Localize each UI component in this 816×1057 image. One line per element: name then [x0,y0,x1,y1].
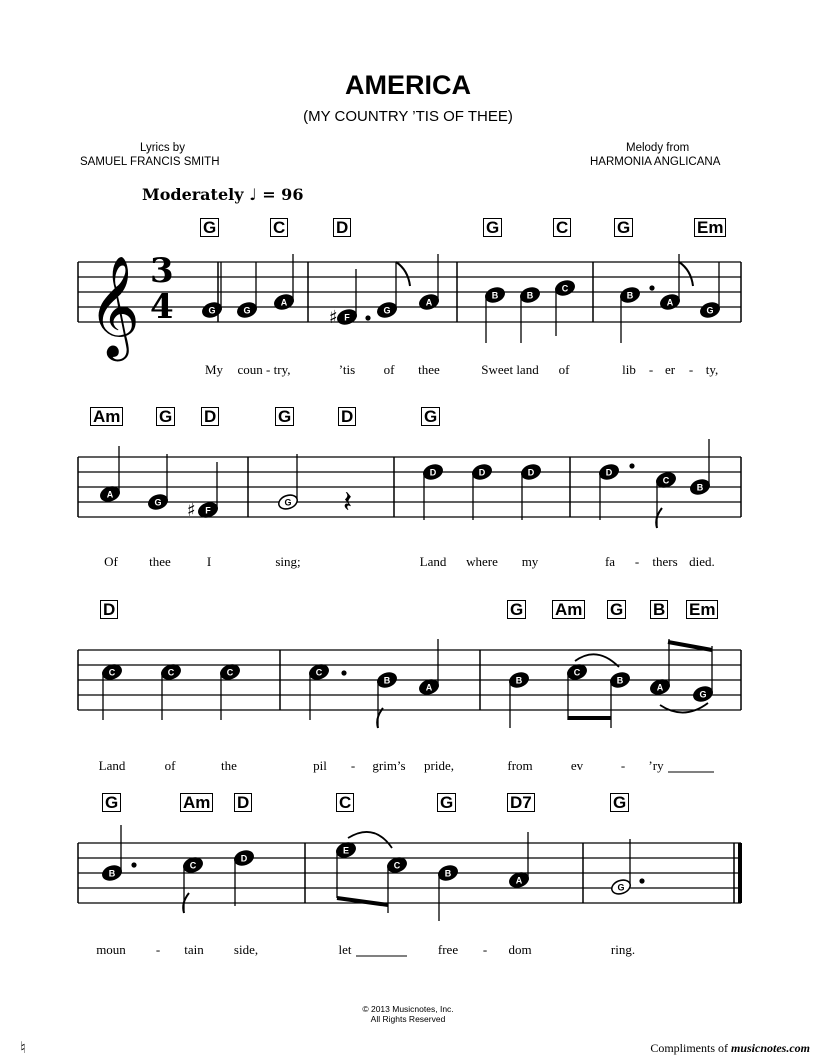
chord-symbol: G [421,407,440,426]
quarter-rest-icon: 𝄽 [343,485,353,520]
note-letter: B [491,290,499,301]
note-letter: A [425,682,433,693]
song-subtitle: (MY COUNTRY ’TIS OF THEE) [303,108,513,125]
lyric-syllable: fa [604,554,616,569]
note-flag [679,262,693,286]
note-letter: F [205,505,211,516]
note-letter: G [208,305,216,316]
note-letter: D [429,467,437,478]
augmentation-dot [629,463,634,468]
lyric-syllable: my [521,554,539,569]
note-letter: D [478,467,486,478]
treble-clef-icon: 𝄞 [88,254,141,357]
chord-symbol: G [607,600,626,619]
lyric-syllable: - [482,942,488,957]
lyric-syllable: where [466,554,498,569]
chord-symbol: G [507,600,526,619]
lyric-syllable: from [507,758,533,773]
song-title: AMERICA [345,70,471,100]
note-letter: A [425,297,433,308]
chord-symbol: D [201,407,219,426]
augmentation-dot [341,670,346,675]
lyric-syllable: ’ry [648,758,664,773]
chord-symbol: G [614,218,633,237]
note-letter: F [344,312,350,323]
lyric-syllable: sing; [275,554,301,569]
sharp-icon: ♯ [329,307,338,328]
lyric-syllable: Of [104,554,118,569]
lyric-syllable: the [221,758,237,773]
note-letter: G [706,305,714,316]
note-letter: B [444,868,452,879]
note-letter: G [699,689,707,700]
lyric-syllable: coun - try, [237,362,291,377]
chord-symbol: G [610,793,629,812]
note-letter: B [626,290,634,301]
note-letter: A [666,297,674,308]
chord-symbol: G [102,793,121,812]
chord-symbol: D [333,218,351,237]
note-letter: C [167,667,175,678]
chord-symbol: C [553,218,571,237]
musicnotes-logo-icon: ♮ [20,1038,26,1057]
note-letter: A [106,489,114,500]
copyright-notice [0,1004,816,1024]
note-letter: B [383,675,391,686]
note-letter: C [226,667,234,678]
lyric-syllable: Sweet land [481,362,539,377]
note-letter: C [573,667,581,678]
final-barline [738,843,742,903]
lyric-syllable: of [164,758,176,773]
lyric-syllable: ev [570,758,584,773]
note-letter: G [243,305,251,316]
lyric-syllable: tain [184,942,204,957]
note-letter: A [515,875,523,886]
lyric-syllable: thee [149,554,171,569]
augmentation-dot [649,285,654,290]
note-letter: B [526,290,534,301]
note-letter: G [154,497,162,508]
chord-symbol: G [437,793,456,812]
chord-symbol: G [156,407,175,426]
lyric-syllable: thee [418,362,440,377]
lyric-syllable: side, [233,942,259,957]
lyric-syllable: thers [652,554,678,569]
note-letter: G [284,497,292,508]
compliments-text: Compliments of [650,1041,728,1055]
chord-symbol: D7 [507,793,535,812]
note-letter: C [662,475,670,486]
lyric-syllable: Land [419,554,447,569]
note-letter: C [189,860,197,871]
quarter-note-icon: ♩ [249,185,257,204]
copyright-line-2: All Rights Reserved [370,1014,446,1024]
lyric-syllable: died. [689,554,715,569]
note-letter: A [656,682,664,693]
note-letter: D [240,853,248,864]
lyric-syllable: I [206,554,212,569]
note-letter: G [383,305,391,316]
lyric-syllable: of [558,362,570,377]
lyric-syllable: er [664,362,676,377]
chord-symbol: C [270,218,288,237]
chord-symbol: C [336,793,354,812]
lyric-syllable: - [350,758,356,773]
chord-symbol: B [650,600,668,619]
augmentation-dot [639,878,644,883]
note-letter: G [617,882,625,893]
note-letter: B [515,675,523,686]
note-letter: D [527,467,535,478]
chord-symbol: Am [90,407,123,426]
chord-symbol: D [234,793,252,812]
note-letter: C [393,860,401,871]
lyric-syllable: - [155,942,161,957]
slur [660,703,708,713]
time-signature-top: 3 [150,251,174,291]
lyric-syllable: moun [96,942,126,957]
note-letter: B [616,675,624,686]
augmentation-dot [131,862,136,867]
augmentation-dot [365,315,370,320]
lyric-syllable: ’tis [338,362,356,377]
copyright-line-1: © 2013 Musicnotes, Inc. [362,1004,454,1014]
lyric-syllable: dom [508,942,532,957]
chord-symbol: G [275,407,294,426]
lyric-syllable: - [620,758,626,773]
lyrics-label: Lyrics by [140,142,185,154]
chord-symbol: Em [694,218,726,237]
lyricist-name: SAMUEL FRANCIS SMITH [80,156,220,168]
chord-symbol: D [100,600,118,619]
note-letter: C [315,667,323,678]
lyric-syllable: of [383,362,395,377]
lyric-syllable: grim’s [372,758,406,773]
lyric-syllable: ring. [610,942,636,957]
chord-symbol: Am [180,793,213,812]
note-letter: C [108,667,116,678]
note-letter: A [280,297,288,308]
note-letter: C [561,283,569,294]
sharp-icon: ♯ [187,500,196,521]
note-letter: D [605,467,613,478]
tempo-text: Moderately [142,185,244,204]
lyric-syllable: Land [98,758,126,773]
lyric-syllable: pil [313,758,327,773]
note-flag [396,262,410,286]
time-signature-bottom: 4 [150,287,174,327]
chord-symbol: Em [686,600,718,619]
compliments-line [650,1041,810,1056]
lyric-syllable: My [204,362,224,377]
melody-label: Melody from [626,142,690,154]
chord-symbol: G [483,218,502,237]
note-letter: B [696,482,704,493]
melody-source: HARMONIA ANGLICANA [590,156,721,168]
site-link[interactable]: musicnotes.com [730,1041,810,1055]
lyric-syllable: let [338,942,352,957]
note-letter: B [108,868,116,879]
lyric-syllable: free [437,942,459,957]
lyric-syllable: ty, [705,362,719,377]
lyric-syllable: - [688,362,694,377]
chord-symbol: D [338,407,356,426]
beam [337,898,388,905]
tempo-value: = 96 [262,185,304,204]
beam [668,642,712,650]
lyric-syllable: - [634,554,640,569]
lyric-syllable: lib [622,362,636,377]
chord-symbol: Am [552,600,585,619]
lyric-syllable: pride, [424,758,454,773]
note-letter: E [342,845,350,856]
chord-symbol: G [200,218,219,237]
lyric-syllable: - [648,362,654,377]
